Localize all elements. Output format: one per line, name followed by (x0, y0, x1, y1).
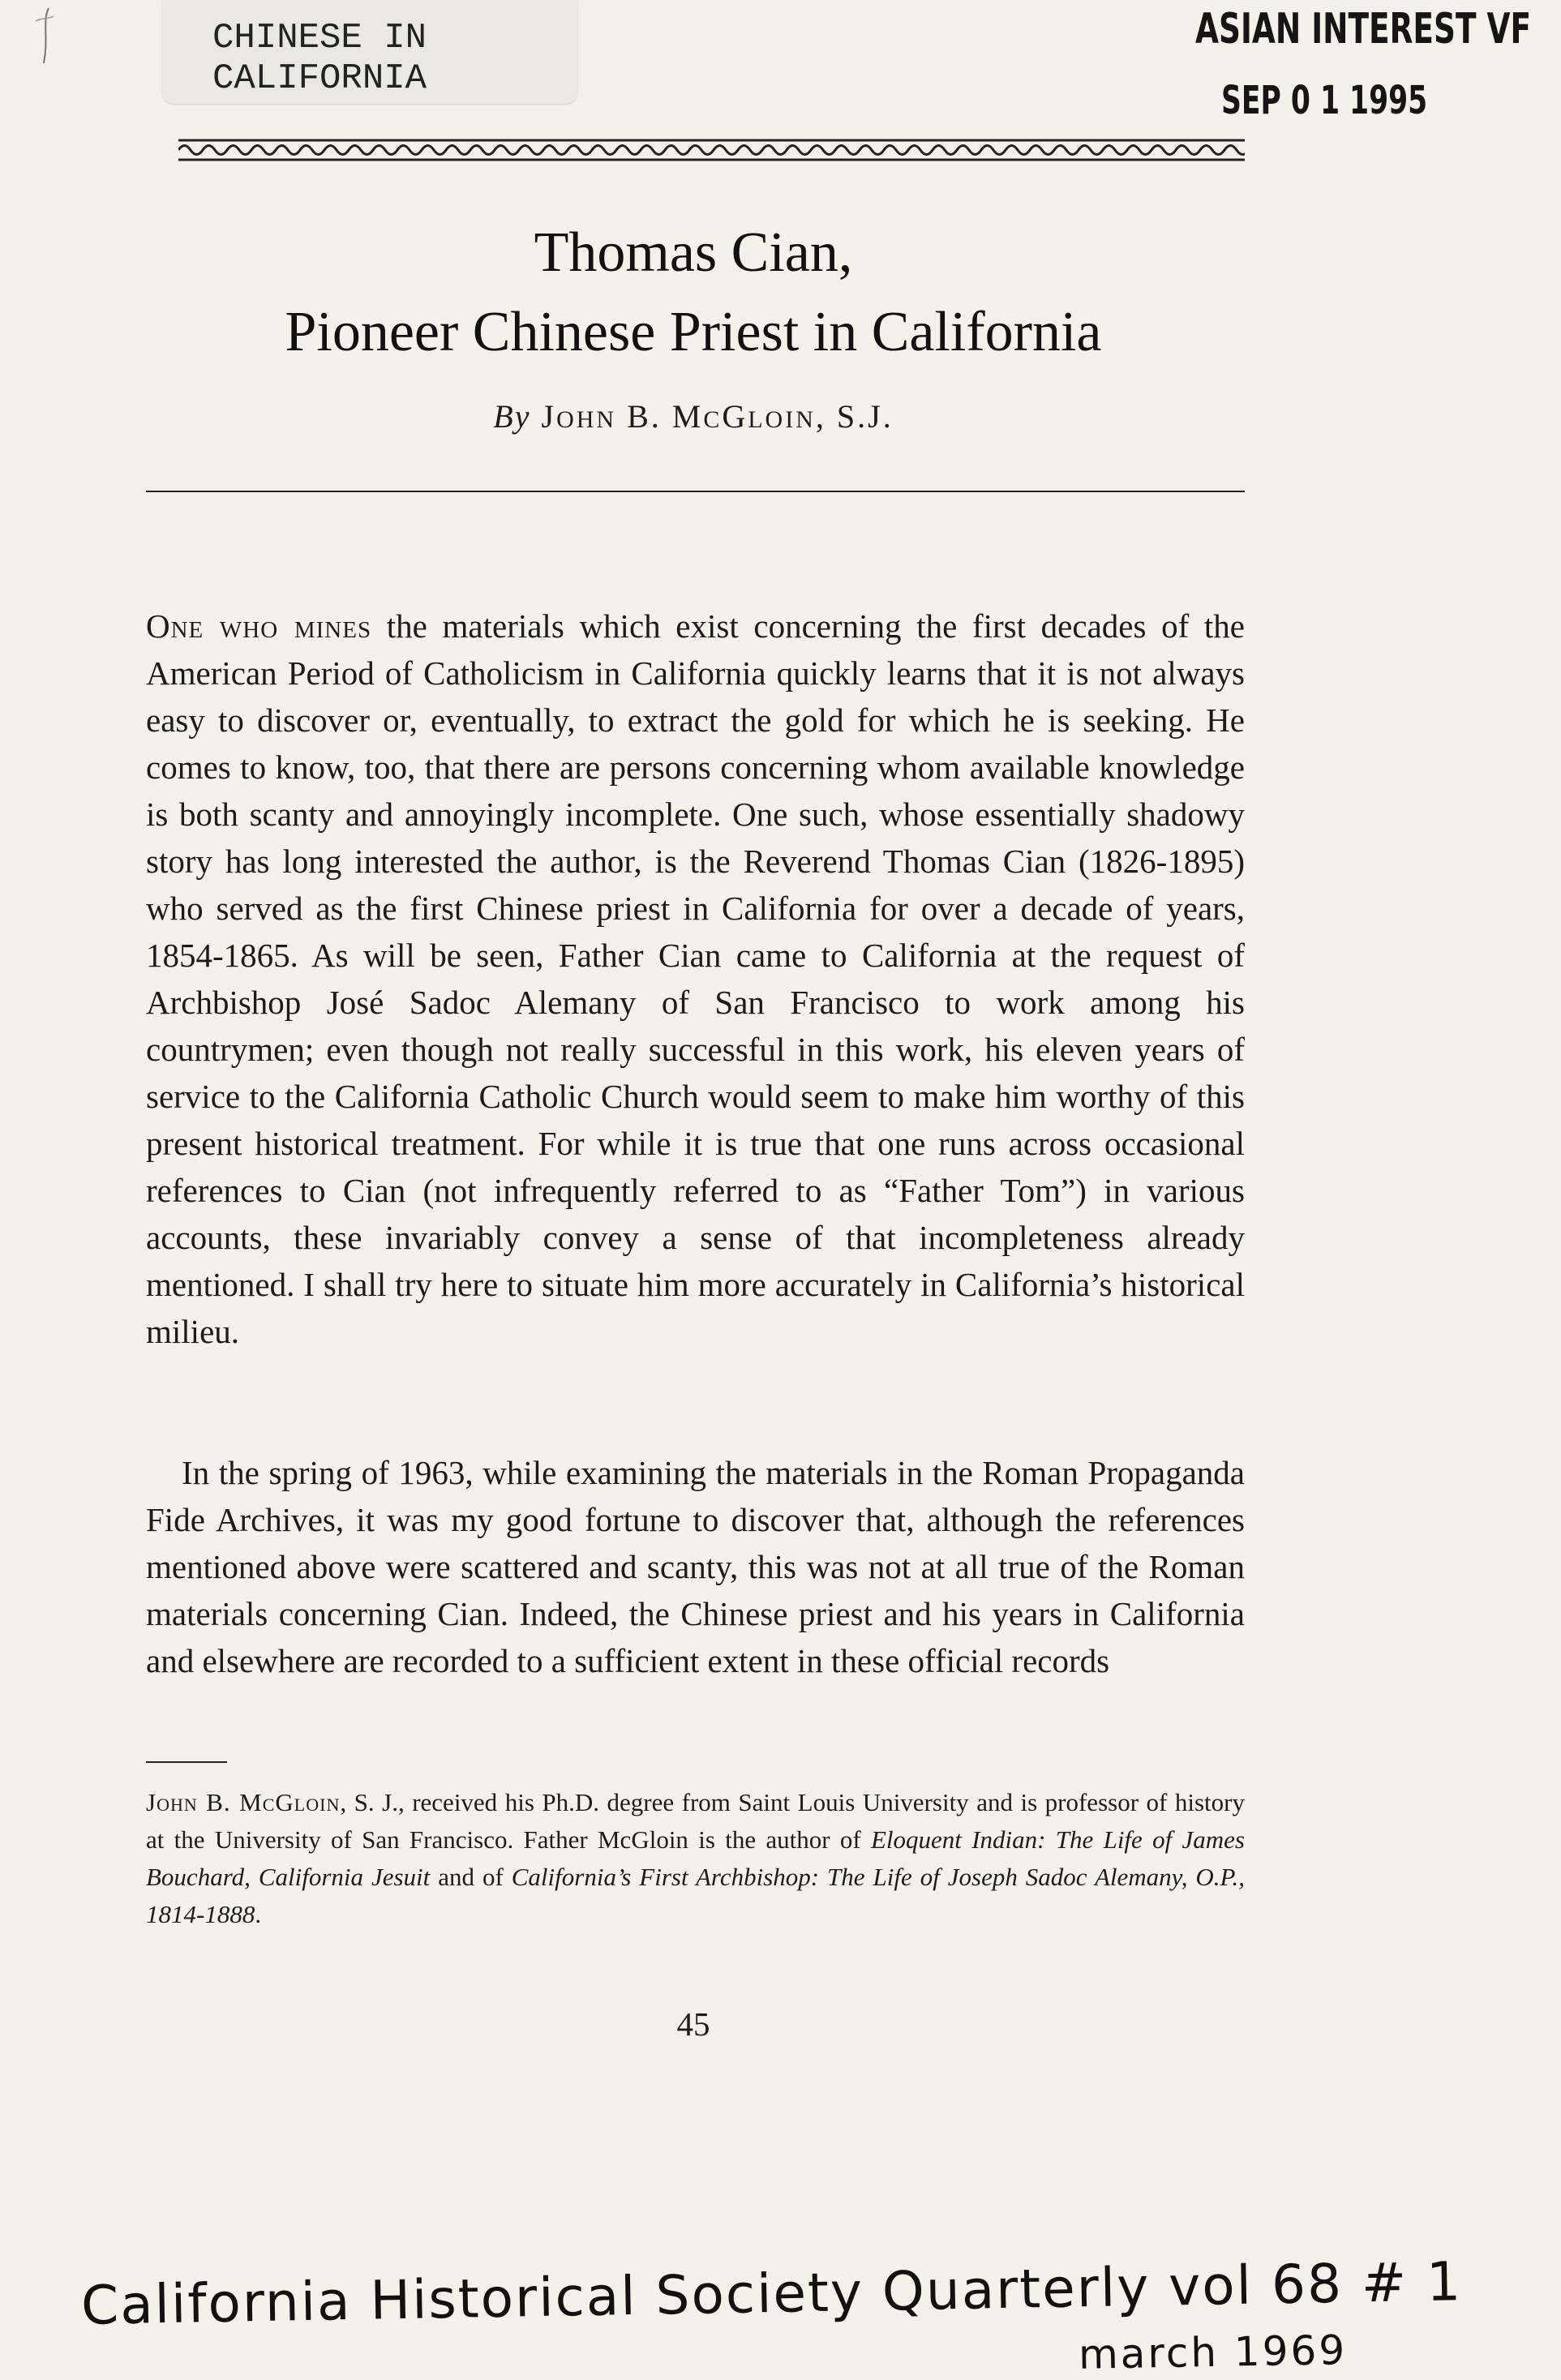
title-rule (146, 491, 1245, 492)
catalog-label-line2: CALIFORNIA (212, 58, 427, 99)
author-g: G (722, 398, 748, 435)
article-title-line1: Thomas Cian, (534, 221, 853, 284)
footnote-text2: and of (430, 1863, 512, 1891)
author-sj: , S.J. (815, 398, 894, 435)
byline (162, 397, 1224, 435)
category-stamp: ASIAN INTEREST VF (1195, 5, 1532, 54)
author-b: B. M (627, 398, 704, 435)
catalog-label-line1: CHINESE IN (212, 18, 427, 58)
catalog-label-text (212, 18, 427, 99)
paragraph-1 (146, 603, 1245, 1355)
author-footnote (146, 1784, 1245, 1933)
handwritten-citation: California Historical Society Quarterly vol 68 # 1 (80, 2250, 1463, 2337)
footnote-book1: Eloquent Indian: The Life of James Bouchard, California Jesuit (146, 1825, 1245, 1891)
page-number: 45 (676, 2005, 710, 2043)
author-ohn: OHN (556, 406, 617, 433)
author-j: J (541, 398, 557, 435)
date-stamp: SEP 0 1 1995 (1221, 78, 1428, 123)
footnote-book2: California’s First Archbishop: The Life of Joseph Sadoc Alemany, O.P., 1814-1888 (146, 1863, 1245, 1928)
footnote-text1: , S. J., received his Ph.D. degree from Saint Louis University and is professor of history at the University of San Francisco. Father McGloin is the author of (146, 1788, 1245, 1854)
author-loin: LOIN (748, 406, 816, 433)
decorative-border (178, 138, 1245, 162)
paragraph-1-lead: One who mines (146, 607, 372, 645)
paragraph-2: In the spring of 1963, while examining the materials in the Roman Propaganda Fide Archives, it was my good fortune to discover that, although the references mentioned above were scattered and scanty, this was not at all true of the Roman materials concerning Cian. Indeed, the Chinese priest and his years in California and elsewhere are recorded to a sufficient extent in these official records (146, 1454, 1245, 1679)
paragraph-1-text: the materials which exist concerning the first decades of the American Period of Catholicism in California quickly learns that it is not always easy to discover or, eventually, to extract the gold for which he is seeking. He comes to know, too, that there are persons concerning whom available knowledge is both scanty and annoyingly incomplete. One such, whose essentially shadowy story has long interested the author, is the Reverend Thomas Cian (1826-1895) who served as the first Chinese priest in California for over a decade of years, 1854-1865. As will be seen, Father Cian came to California at the request of Archbishop José Sadoc Alemany of San Francisco to work among his countrymen; even though not really successful in this work, his eleven years of service to the California Catholic Church would seem to make him worthy of this present historical treatment. For while it is true that one runs across occasional references to Cian (not infrequently referred to as “Father Tom”) in various accounts, these invariably convey a sense of that incompleteness already mentioned. I shall try here to situate him more accurately in California’s historical milieu. (146, 607, 1245, 1350)
footnote-author-name: John B. McGloin (146, 1788, 341, 1816)
footnote-text3: . (255, 1900, 262, 1928)
footnote-rule (146, 1761, 227, 1763)
author-c: C (703, 406, 723, 433)
byline-by: By (493, 398, 531, 435)
stray-ink-mark (24, 5, 65, 70)
article-title-line2: Pioneer Chinese Priest in California (285, 301, 1102, 363)
handwritten-date: march 1969 (1078, 2326, 1348, 2378)
